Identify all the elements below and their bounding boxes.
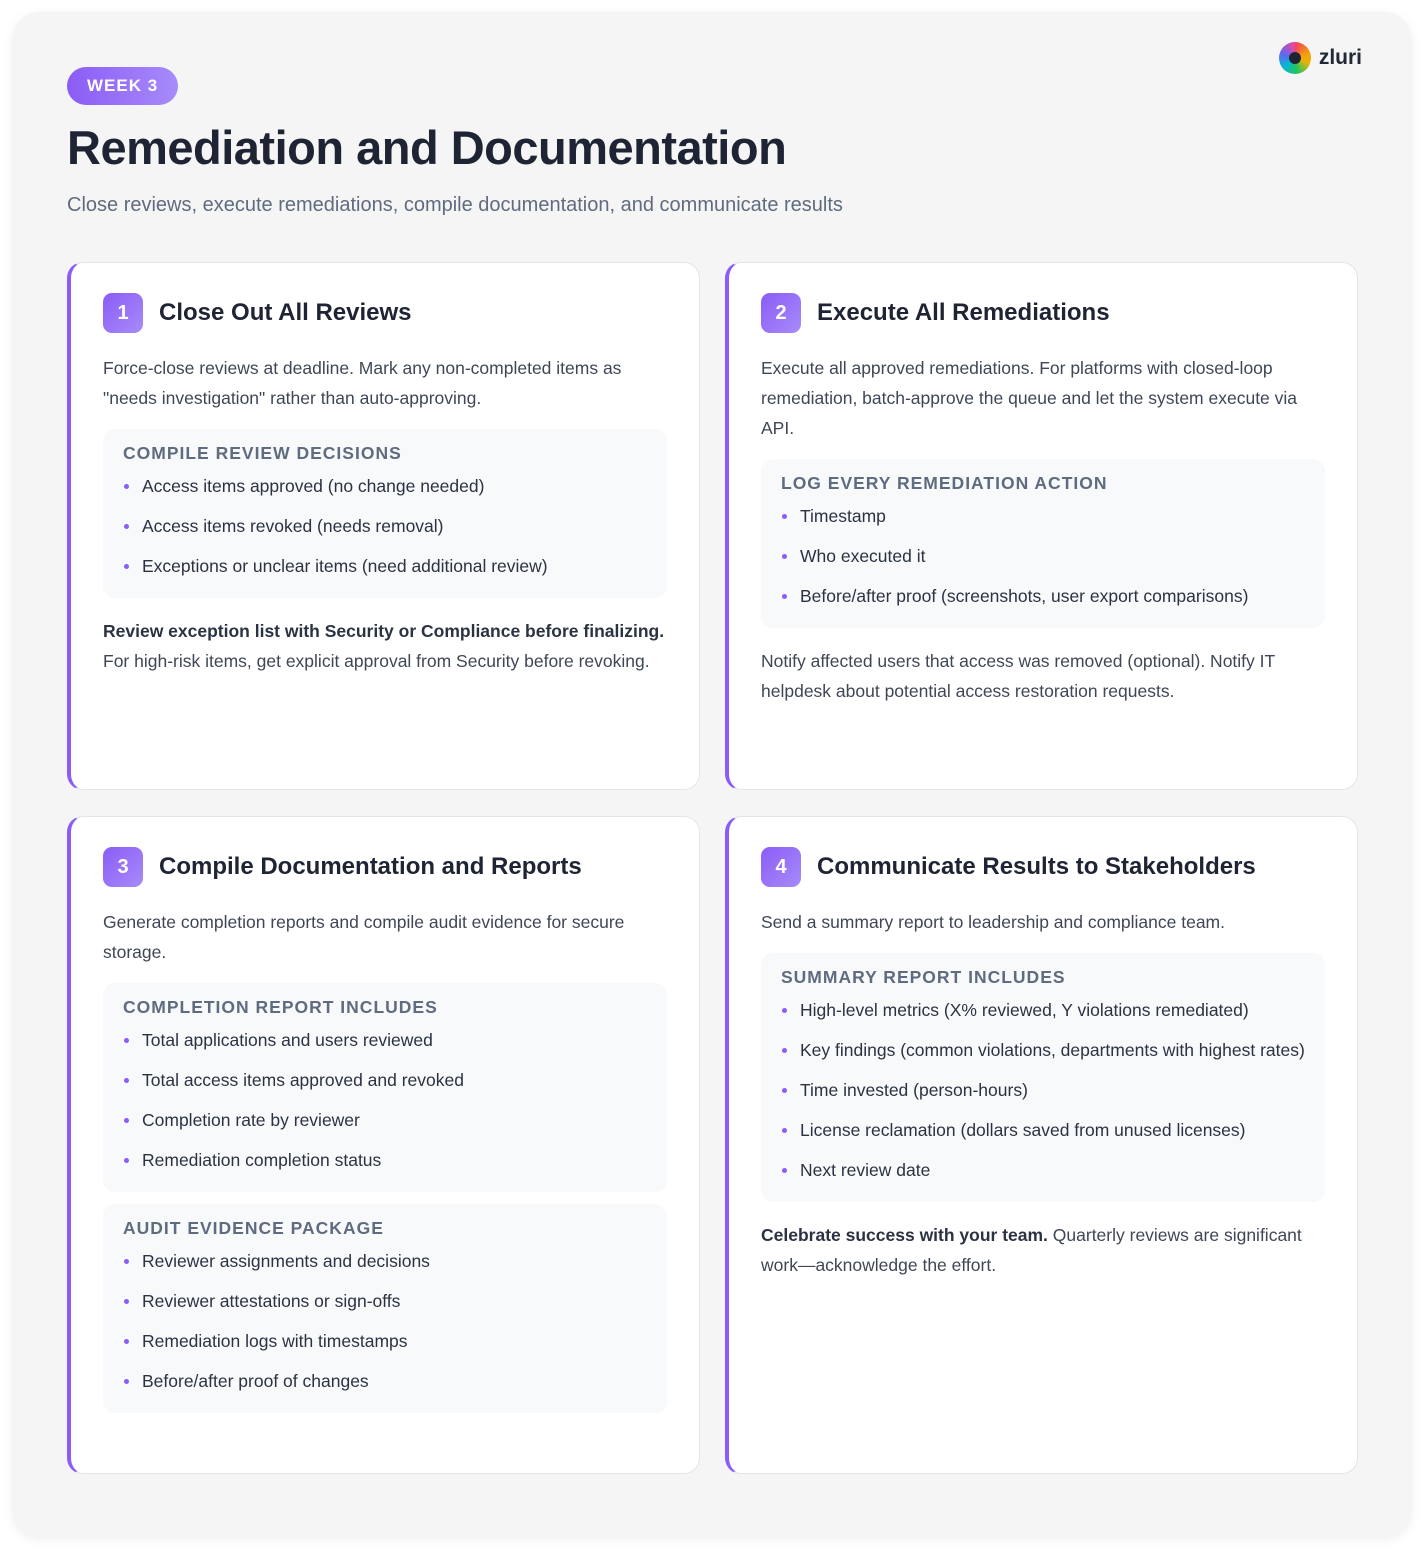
checklist: [123, 1026, 647, 1174]
checklist-title: SUMMARY REPORT INCLUDES: [781, 967, 1066, 987]
card-note: [761, 1220, 1325, 1280]
list-item: Time invested (person-hours): [781, 1076, 1305, 1104]
brand-logo: [1279, 42, 1362, 74]
list-item: Exceptions or unclear items (need additional review): [123, 552, 647, 580]
checklist: [123, 1247, 647, 1395]
checklist: [781, 502, 1305, 610]
checklist-title: COMPLETION REPORT INCLUDES: [123, 997, 438, 1017]
card-title: Execute All Remediations: [817, 299, 1110, 326]
list-item: Reviewer attestations or sign-offs: [123, 1287, 647, 1315]
list-item: Key findings (common violations, departments with highest rates): [781, 1036, 1305, 1064]
list-item: Next review date: [781, 1156, 1305, 1184]
checklist-title: LOG EVERY REMEDIATION ACTION: [781, 473, 1108, 493]
page-title: Remediation and Documentation: [67, 121, 787, 174]
step-card-close-reviews: [67, 262, 700, 790]
card-intro: Send a summary report to leadership and compliance team.: [761, 912, 1225, 932]
card-title: Compile Documentation and Reports: [159, 853, 582, 880]
card-header: [761, 847, 1325, 887]
brand-name: zluri: [1318, 46, 1362, 69]
card-note: [103, 616, 667, 676]
list-item: Timestamp: [781, 502, 1305, 530]
list-item: Remediation logs with timestamps: [123, 1327, 647, 1355]
step-card-communicate-results: [725, 816, 1358, 1474]
card-header: [103, 847, 667, 887]
checklist-box: [103, 983, 667, 1192]
checklist: [123, 472, 647, 580]
card-header: [103, 293, 667, 333]
checklist-title: COMPILE REVIEW DECISIONS: [123, 443, 402, 463]
list-item: Remediation completion status: [123, 1146, 647, 1174]
zluri-logo-icon: [1279, 42, 1311, 74]
card-intro: Force-close reviews at deadline. Mark any non-completed items as "needs investigation" rather than auto-approving.: [103, 358, 622, 408]
checklist-title: AUDIT EVIDENCE PACKAGE: [123, 1218, 384, 1238]
card-title: Communicate Results to Stakeholders: [817, 853, 1256, 880]
checklist-box: [103, 429, 667, 598]
list-item: Completion rate by reviewer: [123, 1106, 647, 1134]
card-note-text: For high-risk items, get explicit approval from Security before revoking.: [103, 651, 650, 671]
checklist: [781, 996, 1305, 1184]
list-item: Before/after proof (screenshots, user export comparisons): [781, 582, 1305, 610]
card-note-emphasis: Celebrate success with your team.: [761, 1225, 1048, 1245]
step-number-badge: 2: [761, 293, 801, 333]
list-item: Reviewer assignments and decisions: [123, 1247, 647, 1275]
page-frame: [12, 12, 1412, 1538]
card-note: Notify affected users that access was removed (optional). Notify IT helpdesk about potential access restoration requests.: [761, 651, 1275, 701]
card-note-text: Quarterly reviews are significant work—acknowledge the effort.: [761, 1225, 1302, 1275]
list-item: Before/after proof of changes: [123, 1367, 647, 1395]
list-item: Access items approved (no change needed): [123, 472, 647, 500]
card-intro: Generate completion reports and compile audit evidence for secure storage.: [103, 912, 625, 962]
list-item: High-level metrics (X% reviewed, Y violations remediated): [781, 996, 1305, 1024]
list-item: Total applications and users reviewed: [123, 1026, 647, 1054]
step-card-execute-remediations: [725, 262, 1358, 790]
step-card-compile-documentation: [67, 816, 700, 1474]
list-item: License reclamation (dollars saved from unused licenses): [781, 1116, 1305, 1144]
card-intro: Execute all approved remediations. For platforms with closed-loop remediation, batch-approve the queue and let the system execute via API.: [761, 358, 1298, 438]
checklist-box: [761, 459, 1325, 628]
card-header: [761, 293, 1325, 333]
step-number-badge: 1: [103, 293, 143, 333]
card-note-emphasis: Review exception list with Security or Compliance before finalizing.: [103, 621, 665, 641]
week-badge: WEEK 3: [67, 67, 178, 105]
checklist-box: [103, 1204, 667, 1413]
checklist-box: [761, 953, 1325, 1202]
list-item: Total access items approved and revoked: [123, 1066, 647, 1094]
list-item: Who executed it: [781, 542, 1305, 570]
step-number-badge: 3: [103, 847, 143, 887]
list-item: Access items revoked (needs removal): [123, 512, 647, 540]
page-subtitle: Close reviews, execute remediations, compile documentation, and communicate results: [67, 194, 843, 216]
step-number-badge: 4: [761, 847, 801, 887]
card-title: Close Out All Reviews: [159, 299, 412, 326]
